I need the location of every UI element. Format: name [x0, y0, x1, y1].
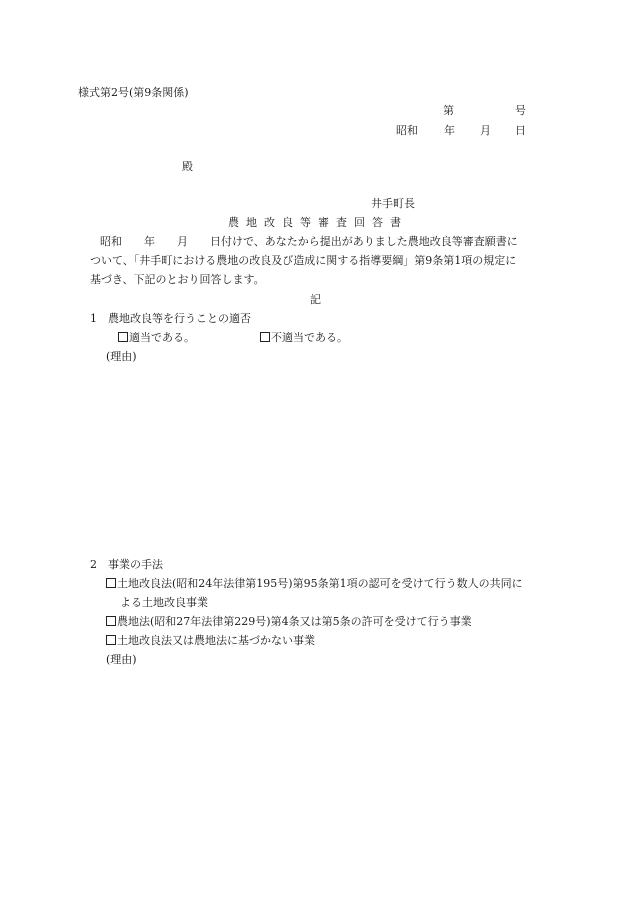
section2-option-land-improvement [106, 577, 523, 591]
checkbox-appropriate[interactable] [118, 332, 128, 342]
form-label: 様式第2号(第9条関係) [78, 86, 189, 99]
document-title: 農地改良等審査回答書 [228, 216, 408, 229]
section2-option-land-improvement-cont: よる土地改良事業 [120, 596, 208, 609]
section2-reason-label: (理由) [106, 653, 137, 666]
section2-heading: 2 事業の手法 [90, 558, 163, 571]
document-number-go: 号 [515, 104, 526, 117]
body-line-2: ついて、「井手町における農地の改良及び造成に関する指導要綱」第9条第1項の規定に [90, 254, 517, 267]
section1-reason-label: (理由) [106, 350, 137, 363]
issuer: 井手町長 [371, 197, 415, 210]
section1-option-appropriate [118, 331, 195, 345]
date-year: 年 [444, 124, 455, 137]
checkbox-land-improvement[interactable] [106, 578, 116, 588]
checkbox-other[interactable] [106, 635, 116, 645]
checkbox-farmland-act[interactable] [106, 616, 116, 626]
section2-option-farmland-act [106, 615, 472, 629]
option-label: 農地法(昭和27年法律第229号)第4条又は第5条の許可を受けて行う事業 [117, 615, 472, 628]
date-month: 月 [480, 124, 491, 137]
option-label: 土地改良法又は農地法に基づかない事業 [117, 634, 315, 647]
document-number-dai: 第 [443, 104, 454, 117]
option-label: 不適当である。 [271, 331, 348, 344]
ki-heading: 記 [310, 293, 321, 306]
date-day: 日 [515, 124, 526, 137]
body-line-1: 昭和 年 月 日付けで、あなたから提出がありました農地改良等審査願書に [100, 235, 518, 248]
addressee-suffix: 殿 [182, 160, 193, 173]
checkbox-inappropriate[interactable] [260, 332, 270, 342]
section1-heading: 1 農地改良等を行うことの適否 [90, 312, 251, 325]
date-era: 昭和 [396, 124, 418, 137]
option-label: 土地改良法(昭和24年法律第195号)第95条第1項の認可を受けて行う数人の共同に [117, 577, 523, 590]
option-label: 適当である。 [129, 331, 195, 344]
section2-option-other [106, 634, 315, 648]
section1-option-inappropriate [260, 331, 348, 345]
body-line-3: 基づき、下記のとおり回答します。 [90, 273, 265, 286]
